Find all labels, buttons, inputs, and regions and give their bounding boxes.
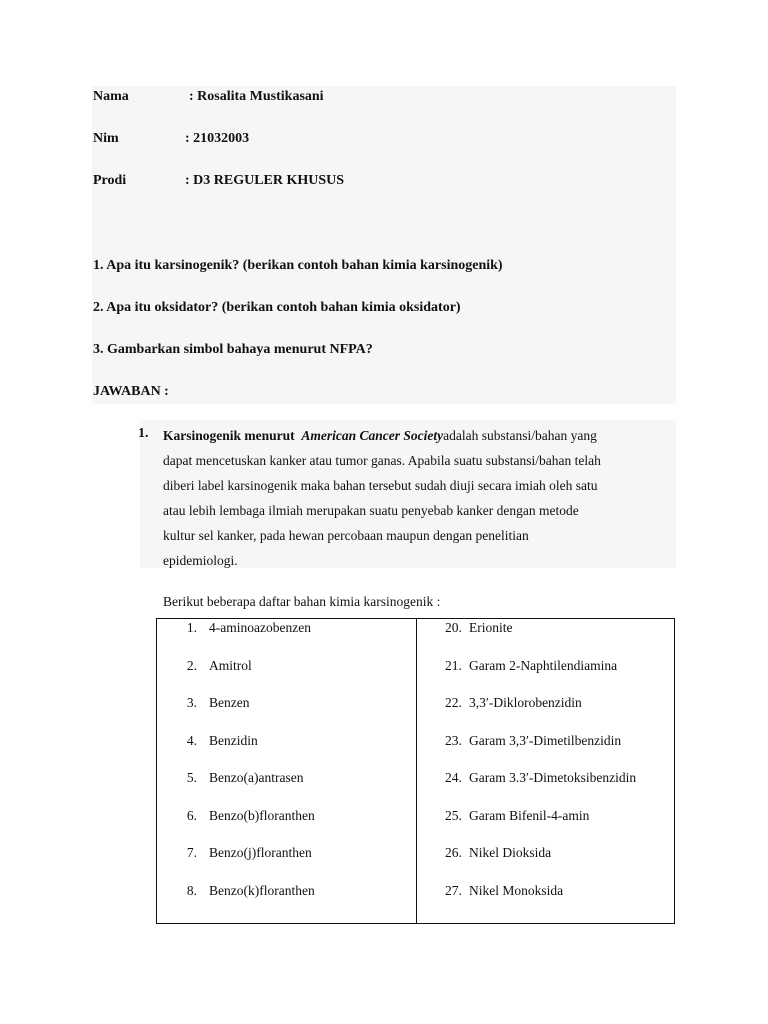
nim-label: Nim [93, 131, 119, 146]
list-item-name: Erionite [469, 620, 513, 635]
answer-1-line-2: dapat mencetuskan kanker atau tumor ganas. Apabila suatu substansi/bahan telah [163, 453, 601, 468]
answer-1-line-4: atau lebih lembaga ilmiah merupakan suatu penyebab kanker dengan metode [163, 503, 579, 518]
carcinogen-column-right [417, 619, 675, 924]
list-item-number: 4. [186, 732, 197, 748]
answer-1-line-1 [163, 423, 683, 448]
list-item-name: Benzen [209, 695, 250, 710]
list-item-number: 6. [186, 807, 197, 823]
list-item-name: Benzo(a)antrasen [209, 770, 304, 785]
list-item-name: Nikel Dioksida [469, 845, 552, 860]
list-item [157, 808, 416, 846]
list-item-name: Garam 3.3′-Dimetoksibenzidin [469, 770, 637, 785]
nama-label: Nama [93, 89, 129, 104]
list-item-name: Amitrol [209, 657, 252, 673]
prodi-value: : D3 REGULER KHUSUS [185, 173, 345, 188]
list-item [157, 770, 416, 808]
answer-1-line-5: kultur sel kanker, pada hewan percobaan maupun dengan penelitian [163, 528, 529, 543]
list-item-name: Nikel Monoksida [469, 882, 564, 898]
nim-value: : 21032003 [185, 131, 250, 146]
list-item-number: 20. [445, 620, 462, 635]
list-item-number: 24. [445, 770, 462, 785]
list-item [157, 620, 416, 658]
answer-1-line-1-rest: adalah substansi/bahan yang [443, 428, 597, 443]
answer-1-paragraph [163, 423, 683, 573]
list-item-number: 3. [186, 695, 197, 710]
list-item-number: 5. [186, 770, 197, 785]
list-item [417, 695, 674, 733]
list-item-name: Garam Bifenil-4-amin [469, 807, 590, 823]
answers-heading: JAWABAN : [93, 384, 169, 399]
list-item-number: 7. [186, 845, 197, 860]
list-item-number: 22. [445, 695, 462, 710]
carcinogen-column-left [157, 619, 417, 924]
list-item-number: 2. [186, 657, 197, 673]
question-3: 3. Gambarkan simbol bahaya menurut NFPA? [93, 342, 373, 357]
list-item-name: Benzo(b)floranthen [209, 807, 315, 823]
answer-1-number: 1. [138, 426, 149, 441]
list-item-name: Garam 2-Naphtilendiamina [469, 657, 618, 673]
list-item [157, 658, 416, 696]
list-item [157, 883, 416, 921]
list-item [417, 658, 674, 696]
list-item-name: 3,3′-Diklorobenzidin [469, 695, 582, 710]
list-item-name: Benzo(j)floranthen [209, 845, 312, 860]
list-item [417, 733, 674, 771]
list-intro: Berikut beberapa daftar bahan kimia karsinogenik : [163, 594, 441, 609]
answer-1-line-6: epidemiologi. [163, 553, 238, 568]
question-1: 1. Apa itu karsinogenik? (berikan contoh bahan kimia karsinogenik) [93, 258, 503, 273]
answer-1-line-3: diberi label karsinogenik maka bahan tersebut sudah diuji secara imiah oleh satu [163, 478, 598, 493]
carcinogen-table [156, 618, 675, 924]
list-item-number: 26. [445, 845, 462, 860]
answer-1-source: American Cancer Society [301, 428, 444, 443]
answer-1-lead: Karsinogenik menurut [163, 428, 295, 443]
list-item-name: Benzo(k)floranthen [209, 882, 315, 898]
list-item-name: Benzidin [209, 732, 258, 748]
list-item [417, 808, 674, 846]
carcinogen-list-left [157, 619, 416, 920]
list-item [157, 733, 416, 771]
list-item [417, 770, 674, 808]
list-item-name: Garam 3,3′-Dimetilbenzidin [469, 732, 622, 748]
carcinogen-list-right [417, 619, 674, 920]
list-item [417, 620, 674, 658]
list-item-number: 23. [445, 732, 462, 748]
prodi-label: Prodi [93, 173, 127, 188]
list-item [417, 883, 674, 921]
question-2: 2. Apa itu oksidator? (berikan contoh bahan kimia oksidator) [93, 300, 461, 315]
list-item-number: 1. [186, 620, 197, 635]
list-item-name: 4-aminoazobenzen [209, 620, 311, 635]
list-item [157, 845, 416, 883]
list-item-number: 25. [445, 807, 462, 823]
list-item [417, 845, 674, 883]
nama-value: : Rosalita Mustikasani [189, 89, 324, 104]
list-item-number: 27. [445, 882, 462, 898]
list-item-number: 8. [186, 882, 197, 898]
list-item-number: 21. [445, 657, 462, 673]
list-item [157, 695, 416, 733]
